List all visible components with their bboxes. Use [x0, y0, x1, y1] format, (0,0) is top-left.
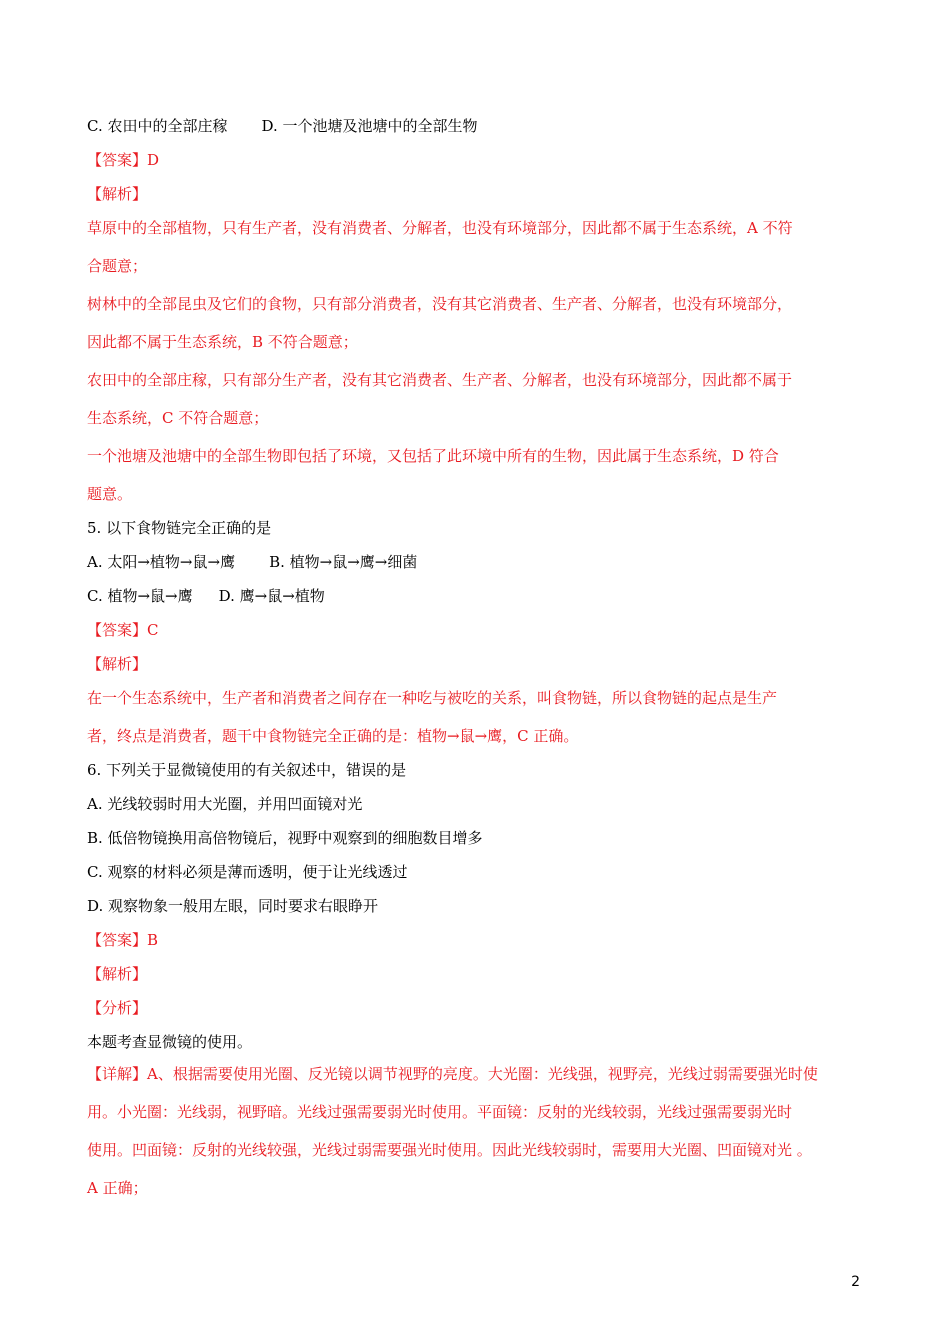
q4-analysis-line: 草原中的全部植物，只有生产者，没有消费者、分解者，也没有环境部分，因此都不属于生态系统，A 不符 [87, 219, 793, 237]
q6-option-d: D. 观察物象一般用左眼，同时要求右眼睁开 [87, 897, 379, 915]
q6-detail-line: 使用。凹面镜：反射的光线较强，光线过弱需要强光时使用。因此光线较弱时，需要用大光圈、凹面镜对光 。 [87, 1141, 812, 1159]
q5-options-ab [87, 551, 417, 573]
q6-answer: 【答案】B [87, 931, 159, 949]
q5-option-c: C. 植物→鼠→鹰 [87, 587, 193, 605]
q6-option-a: A. 光线较弱时用大光圈，并用凹面镜对光 [87, 795, 363, 813]
q6-fenxi-text: 本题考查显微镜的使用。 [87, 1033, 253, 1051]
q4-analysis-line: 题意。 [87, 485, 133, 503]
q6-fenxi-label: 【分析】 [87, 999, 148, 1017]
q6-detail-line: 用。小光圈：光线弱，视野暗。光线过强需要弱光时使用。平面镜：反射的光线较弱，光线过强需要弱光时 [87, 1103, 793, 1121]
q4-option-d: D. 一个池塘及池塘中的全部生物 [261, 117, 478, 135]
q5-analysis-line: 在一个生态系统中，生产者和消费者之间存在一种吃与被吃的关系，叫食物链，所以食物链的起点是生产 [87, 689, 778, 707]
q6-analysis-label: 【解析】 [87, 965, 148, 983]
q4-analysis-line: 农田中的全部庄稼，只有部分生产者，没有其它消费者、生产者、分解者，也没有环境部分，因此都不属于 [87, 371, 793, 389]
q5-option-b: B. 植物→鼠→鹰→细菌 [269, 553, 418, 571]
q5-analysis-line: 者，终点是消费者，题干中食物链完全正确的是：植物→鼠→鹰，C 正确。 [87, 727, 579, 745]
q4-analysis-line: 生态系统，C 不符合题意； [87, 409, 269, 427]
q6-option-c: C. 观察的材料必须是薄而透明，便于让光线透过 [87, 863, 408, 881]
q5-options-cd [87, 585, 325, 607]
q5-answer: 【答案】C [87, 621, 159, 639]
q4-answer: 【答案】D [87, 151, 160, 169]
q4-analysis-line: 合题意； [87, 257, 148, 275]
q5-analysis-label: 【解析】 [87, 655, 148, 673]
q4-options-cd [87, 115, 478, 137]
page-number: 2 [851, 1274, 860, 1290]
q5-option-a: A. 太阳→植物→鼠→鹰 [87, 553, 236, 571]
q5-option-d: D. 鹰→鼠→植物 [218, 587, 325, 605]
q6-stem: 6. 下列关于显微镜使用的有关叙述中，错误的是 [87, 761, 407, 779]
q6-option-b: B. 低倍物镜换用高倍物镜后，视野中观察到的细胞数目增多 [87, 829, 483, 847]
q4-analysis-line: 树林中的全部昆虫及它们的食物，只有部分消费者，没有其它消费者、生产者、分解者，也没有环境部分， [87, 295, 793, 313]
q4-analysis-label: 【解析】 [87, 185, 148, 203]
q4-analysis-line: 一个池塘及池塘中的全部生物即包括了环境，又包括了此环境中所有的生物，因此属于生态系统，D 符合 [87, 447, 779, 465]
q6-detail-line: 【详解】A、根据需要使用光圈、反光镜以调节视野的亮度。大光圈：光线强，视野亮，光线过弱需要强光时使 [87, 1065, 818, 1083]
q4-analysis-line: 因此都不属于生态系统，B 不符合题意； [87, 333, 358, 351]
q4-option-c: C. 农田中的全部庄稼 [87, 117, 228, 135]
q6-detail-line: A 正确； [87, 1179, 148, 1197]
q5-stem: 5. 以下食物链完全正确的是 [87, 519, 272, 537]
